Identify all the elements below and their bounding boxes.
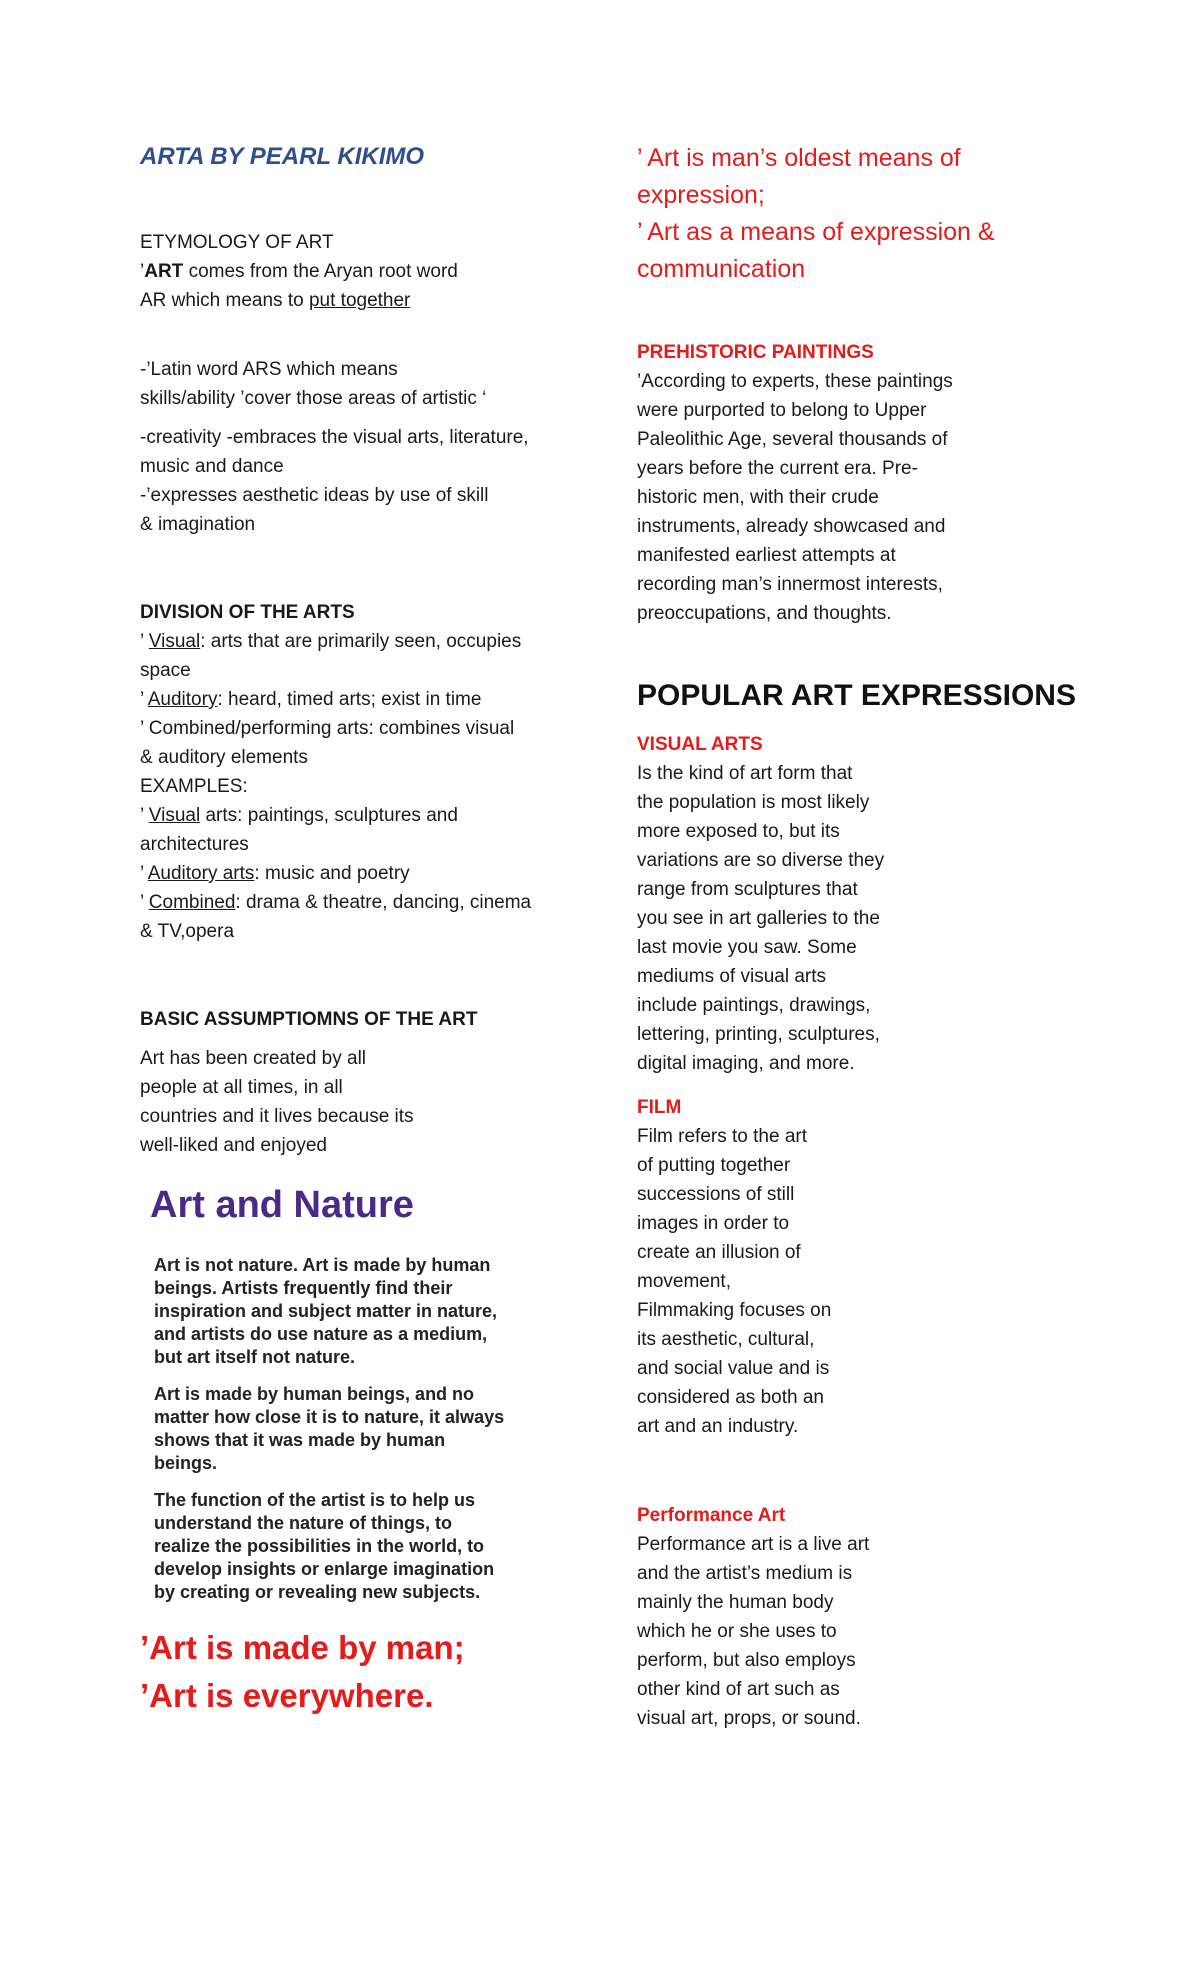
visual-arts-line: last movie you saw. Some [637,937,857,958]
visual-arts-line: include paintings, drawings, [637,995,871,1016]
latin-line-1: -’Latin word ARS which means [140,359,398,380]
visual-arts-section [637,730,1077,1078]
performance-section [637,1501,1077,1733]
example-visual-cont: architectures [140,834,249,855]
film-line: Filmmaking focuses on [637,1300,832,1321]
assumptions-heading: BASIC ASSUMPTIOMNS OF THE ART [140,1009,478,1030]
film-line: and social value and is [637,1358,830,1379]
quote-mark: ’ [140,689,148,710]
intro-line-4: communication [637,255,806,283]
example-auditory [140,859,590,888]
film-line: art and an industry. [637,1416,799,1437]
performance-line: visual art, props, or sound. [637,1708,861,1729]
creativity-line-2: music and dance [140,456,284,477]
division-combined-2: & auditory elements [140,747,308,768]
etymology-line-2 [140,286,590,315]
division-visual-text: : arts that are primarily seen, occupies [200,631,522,652]
etymology-line-2-text: AR which means to [140,290,309,311]
visual-arts-line: mediums of visual arts [637,966,827,987]
division-auditory-text: : heard, timed arts; exist in time [217,689,482,710]
closing-line-1: ’Art is made by man; [140,1629,465,1666]
division-section [140,598,590,946]
visual-arts-line: range from sculptures that [637,879,858,900]
quote-mark: ’ [140,863,148,884]
film-section [637,1093,1077,1441]
film-line: successions of still [637,1184,795,1205]
example-visual-text: arts: paintings, sculptures and [200,805,458,826]
performance-line: Performance art is a live art [637,1534,870,1555]
assumptions-line-2: people at all times, in all [140,1077,343,1098]
performance-heading: Performance Art [637,1505,786,1526]
art-and-nature-paragraph-3: The function of the artist is to help us understand the nature of things, to realize the possibilities in the world, to develop insights or enlarge imagination by creating or revealing new subjects. [154,1490,495,1602]
performance-line: which he or she uses to [637,1621,837,1642]
assumptions-section [140,1005,590,1160]
prehistoric-line: manifested earliest attempts at [637,545,896,566]
art-and-nature-paragraph-2: Art is made by human beings, and no matter how close it is to nature, it always shows that it was made by human beings. [154,1384,505,1473]
art-and-nature-title: Art and Nature [150,1184,414,1226]
latin-line-2: skills/ability ’cover those areas of artistic ‘ [140,388,487,409]
intro-line-1: ’ Art is man’s oldest means of [637,144,961,172]
quote-mark: ’ [140,631,149,652]
document-title: ARTA BY PEARL KIKIMO [140,143,425,170]
prehistoric-line: historic men, with their crude [637,487,879,508]
etymology-line-1 [140,257,590,286]
put-together-underlined: put together [308,290,411,311]
example-combined [140,888,590,917]
visual-arts-line: variations are so diverse they [637,850,885,871]
creativity-line-1: -creativity -embraces the visual arts, literature, [140,427,529,448]
visual-arts-line: you see in art galleries to the [637,908,880,929]
assumptions-line-1: Art has been created by all [140,1048,367,1069]
assumptions-line-3: countries and it lives because its [140,1106,414,1127]
examples-label: EXAMPLES: [140,776,248,797]
closing-line-2: ’Art is everywhere. [140,1677,434,1714]
division-combined-1: ’ Combined/performing arts: combines visual [140,718,515,739]
film-line: images in order to [637,1213,790,1234]
prehistoric-line: years before the current era. Pre- [637,458,918,479]
example-visual-underlined: Visual [148,805,201,826]
film-heading: FILM [637,1097,682,1118]
prehistoric-line: recording man’s innermost interests, [637,574,943,595]
art-bold: ART [144,261,184,282]
closing-statements [140,1624,590,1720]
auditory-underlined: Auditory [147,689,218,710]
film-line: movement, [637,1271,731,1292]
performance-line: and the artist’s medium is [637,1563,853,1584]
expresses-line-1: -’expresses aesthetic ideas by use of skill [140,485,489,506]
visual-arts-line: digital imaging, and more. [637,1053,855,1074]
visual-arts-line: more exposed to, but its [637,821,840,842]
right-column [637,140,1077,1733]
visual-arts-line: lettering, printing, sculptures, [637,1024,880,1045]
film-line: its aesthetic, cultural, [637,1329,815,1350]
visual-arts-line: Is the kind of art form that [637,763,853,784]
visual-arts-line: the population is most likely [637,792,870,813]
prehistoric-heading: PREHISTORIC PAINTINGS [637,342,874,363]
etymology-line-1-text: comes from the Aryan root word [183,261,458,282]
prehistoric-line: instruments, already showcased and [637,516,946,537]
etymology-section [140,228,590,539]
performance-line: other kind of art such as [637,1679,840,1700]
intro-line-2: expression; [637,181,765,209]
assumptions-line-4: well-liked and enjoyed [140,1135,327,1156]
film-line: considered as both an [637,1387,824,1408]
division-visual-cont: space [140,660,191,681]
division-visual [140,627,590,656]
quote-mark: ’ [140,892,149,913]
example-auditory-underlined: Auditory arts [147,863,255,884]
expresses-line-2: & imagination [140,514,256,535]
quote-mark: ’ [140,261,145,282]
art-and-nature-image [150,1178,510,1604]
division-heading: DIVISION OF THE ARTS [140,602,355,623]
example-visual [140,801,590,830]
etymology-heading: ETYMOLOGY OF ART [140,232,334,253]
left-column [140,140,590,1720]
visual-arts-heading: VISUAL ARTS [637,734,763,755]
popular-heading: POPULAR ART EXPRESSIONS [637,679,1076,712]
division-auditory [140,685,590,714]
film-line: Film refers to the art [637,1126,807,1147]
film-line: of putting together [637,1155,791,1176]
quote-mark: ’ [140,805,149,826]
example-combined-text: : drama & theatre, dancing, cinema [235,892,532,913]
visual-underlined: Visual [148,631,201,652]
example-combined-cont: & TV,opera [140,921,235,942]
prehistoric-line: preoccupations, and thoughts. [637,603,892,624]
film-line: create an illusion of [637,1242,801,1263]
performance-line: perform, but also employs [637,1650,856,1671]
art-and-nature-paragraph-1: Art is not nature. Art is made by human beings. Artists frequently find their inspiration and subject matter in nature, and artists do use nature as a medium, but art itself not nature. [154,1255,498,1367]
prehistoric-section [637,338,1077,628]
intro-line-3: ’ Art as a means of expression & [637,218,995,246]
prehistoric-line: Paleolithic Age, several thousands of [637,429,948,450]
performance-line: mainly the human body [637,1592,834,1613]
prehistoric-line: ’According to experts, these paintings [637,371,953,392]
example-auditory-text: : music and poetry [254,863,410,884]
prehistoric-line: were purported to belong to Upper [637,400,927,421]
intro-statements [637,140,1077,288]
example-combined-underlined: Combined [148,892,236,913]
